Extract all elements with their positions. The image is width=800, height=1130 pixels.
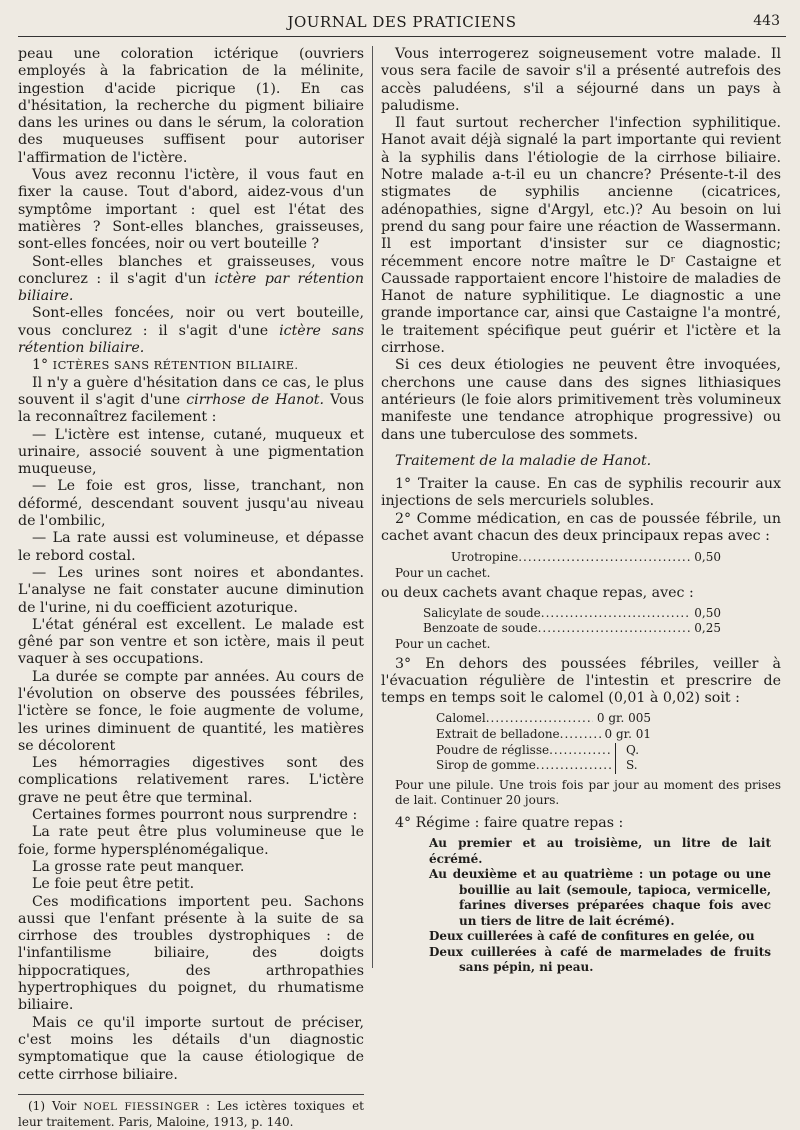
paragraph: ou deux cachets avant chaque repas, avec : (381, 584, 694, 601)
paragraph: 1° Traiter la cause. En cas de syphilis recourir aux injections de sels mercuriels solubles. (381, 476, 781, 510)
paragraph: La grosse rate peut manquer. (32, 858, 245, 875)
left-column (18, 46, 364, 1130)
section-heading: 1° ICTÈRES SANS RÉTENTION BILIAIRE. (32, 357, 299, 374)
prescription: Calomel ..... 0 gr. 005 Extrait de belladone ..... 0 gr. 01 Poudre de réglisse ..... Sirop de gomme ..... Q. S. (436, 711, 651, 773)
paragraph: La rate peut être plus volumineuse que le foie, forme hypersplénomégalique. (18, 824, 364, 858)
paragraph: Sont-elles foncées, noir ou vert bouteille, vous conclurez : il s'agit d'une ictère sans rétention biliaire. (18, 305, 364, 357)
prescription: Urotropine ..... 0,50 (451, 550, 721, 566)
paragraph: Les hémorragies digestives sont des complications relativement rares. L'ictère grave ne peut être que terminal. (18, 755, 364, 806)
emphasis: ictère par rétention biliaire. (18, 270, 364, 305)
paragraph: Il faut surtout rechercher l'infection syphilitique. Hanot avait déjà signalé la part importante qui revient à la syphilis dans l'étiologie de la cirrhose biliaire. Notre malade a-t-il eu un chancre? Présente-t-il des stigmates de syphilis ancienne (cicatrices, adénopathies, signe d'Argyl, etc.)? Au besoin on lui prend du sang pour faire une réaction de Wassermann. Il est important d'insister sur ce diagnostic; récemment encore notre maître le Dʳ Castaigne et Caussade rapportaient encore l'histoire de maladies de Hanot de nature syphilitique. Le diagnostic a une grande importance car, ainsi que Castaigne l'a montré, le traitement spécifique peut guérir et l'ictère et la cirrhose. (381, 115, 781, 357)
regime-list (429, 836, 771, 976)
paragraph: Si ces deux étiologies ne peuvent être invoquées, cherchons une cause dans des signes lithiasiques antérieurs (le foie alors primitivement très volumineux manifeste une tendance atrophique progressive) ou dans une tuberculose des sommets. (381, 357, 781, 443)
journal-title: JOURNAL DES PRATICIENS (287, 13, 517, 31)
column-divider (372, 46, 373, 968)
right-column (381, 46, 781, 976)
list-item: — Le foie est gros, lisse, tranchant, non déformé, descendant souvent jusqu'au niveau de l'ombilic, (18, 478, 364, 530)
list-item: Deux cuillerées à café de confitures en gelée, ou (429, 929, 755, 944)
footnote-divider (18, 1094, 364, 1095)
paragraph: La durée se compte par années. Au cours de l'évolution on observe des poussées fébriles, l'ictère se fonce, le foie augmente de volume, les urines diminuent de quantité, les matières se décolorent (18, 668, 364, 754)
paragraph: Certaines formes pourront nous surprendre : (32, 807, 358, 824)
paragraph: L'état général est excellent. Le malade est gêné par son ventre et son ictère, mais il peut vaquer à ses occupations. (18, 616, 364, 668)
paragraph: peau une coloration ictérique (ouvriers employés à la fabrication de la mélinite, ingestion d'acide picrique (1). En cas d'hésitation, la recherche du pigment biliaire dans les urines ou dans le sérum, la coloration des muqueuses suffisent pour autoriser l'affirmation de l'ictère. (18, 46, 364, 166)
footnote: (1) Voir NOEL FIESSINGER : Les ictères toxiques et leur traitement. Paris, Maloine, 1913, p. 140. (18, 1098, 364, 1129)
prescription-note: Pour une pilule. Une trois fois par jour au moment des prises de lait. Continuer 20 jours. (395, 777, 781, 808)
prescription: Salicylate de soude ..... 0,50 Benzoate de soude ..... 0,25 (423, 606, 721, 637)
page-number: 443 (753, 13, 780, 29)
emphasis: ictère sans rétention biliaire. (18, 322, 364, 357)
list-item: — L'ictère est intense, cutané, muqueux et urinaire, associé souvent à une pigmentation muqueuse, (18, 426, 364, 478)
list-item: Deux cuillerées à café de marmelades de fruits sans pépin, ni peau. (429, 944, 771, 975)
list-item: — La rate aussi est volumineuse, et dépasse le rebord costal. (18, 530, 364, 564)
paragraph: Mais ce qu'il importe surtout de préciser, c'est moins les détails d'un diagnostic symptomatique que la cause étiologique de cette cirrhose biliaire. (18, 1014, 364, 1083)
paragraph: 3° En dehors des poussées fébriles, veiller à l'évacuation régulière de l'intestin et prescrire de temps en temps soit le calomel (0,01 à 0,02) soit : (381, 655, 781, 707)
paragraph: Le foie peut être petit. (32, 876, 195, 893)
section-title: Traitement de la maladie de Hanot. (395, 452, 652, 469)
list-item: Au premier et au troisième, un litre de lait écrémé. (429, 836, 771, 866)
paragraph: Vous avez reconnu l'ictère, il vous faut en fixer la cause. Tout d'abord, aidez-vous d'un symptôme important : quel est l'état des matières ? Sont-elles blanches, graisseuses, sont-elles foncées, noir ou vert bouteille ? (18, 167, 364, 253)
paragraph: 4° Régime : faire quatre repas : (395, 815, 624, 832)
paragraph: 2° Comme médication, en cas de poussée fébrile, un cachet avant chacun des deux principaux repas avec : (381, 510, 781, 545)
paragraph: Il n'y a guère d'hésitation dans ce cas, le plus souvent il s'agit d'une cirrhose de Hanot. Vous la reconnaîtrez facilement : (18, 374, 365, 426)
list-item: Au deuxième et au quatrième : un potage ou une bouillie au lait (semoule, tapioca, vermicelle, farines diverses préparées chaque fois avec un tiers de litre de lait écrémé). (429, 867, 771, 928)
list-item: — Les urines sont noires et abondantes. L'analyse ne fait constater aucune diminution de l'urine, ni du coefficient azoturique. (18, 564, 364, 616)
paragraph: Sont-elles blanches et graisseuses, vous conclurez : il s'agit d'un ictère par rétention biliaire. (18, 253, 364, 305)
paragraph: Vous interrogerez soigneusement votre malade. Il vous sera facile de savoir s'il a présenté autrefois des accès paludéens, s'il a séjourné dans un pays à paludisme. (381, 46, 781, 114)
paragraph: Ces modifications importent peu. Sachons aussi que l'enfant présente à la suite de sa cirrhose des troubles dystrophiques : de l'infantilisme biliaire, des doigts hippocratiques, des arthropathies hypertrophiques du poignet, du rhumatisme biliaire. (18, 893, 364, 1014)
prescription-note: Pour un cachet. (395, 636, 491, 651)
running-header (18, 10, 786, 37)
prescription-note: Pour un cachet. (395, 565, 491, 580)
